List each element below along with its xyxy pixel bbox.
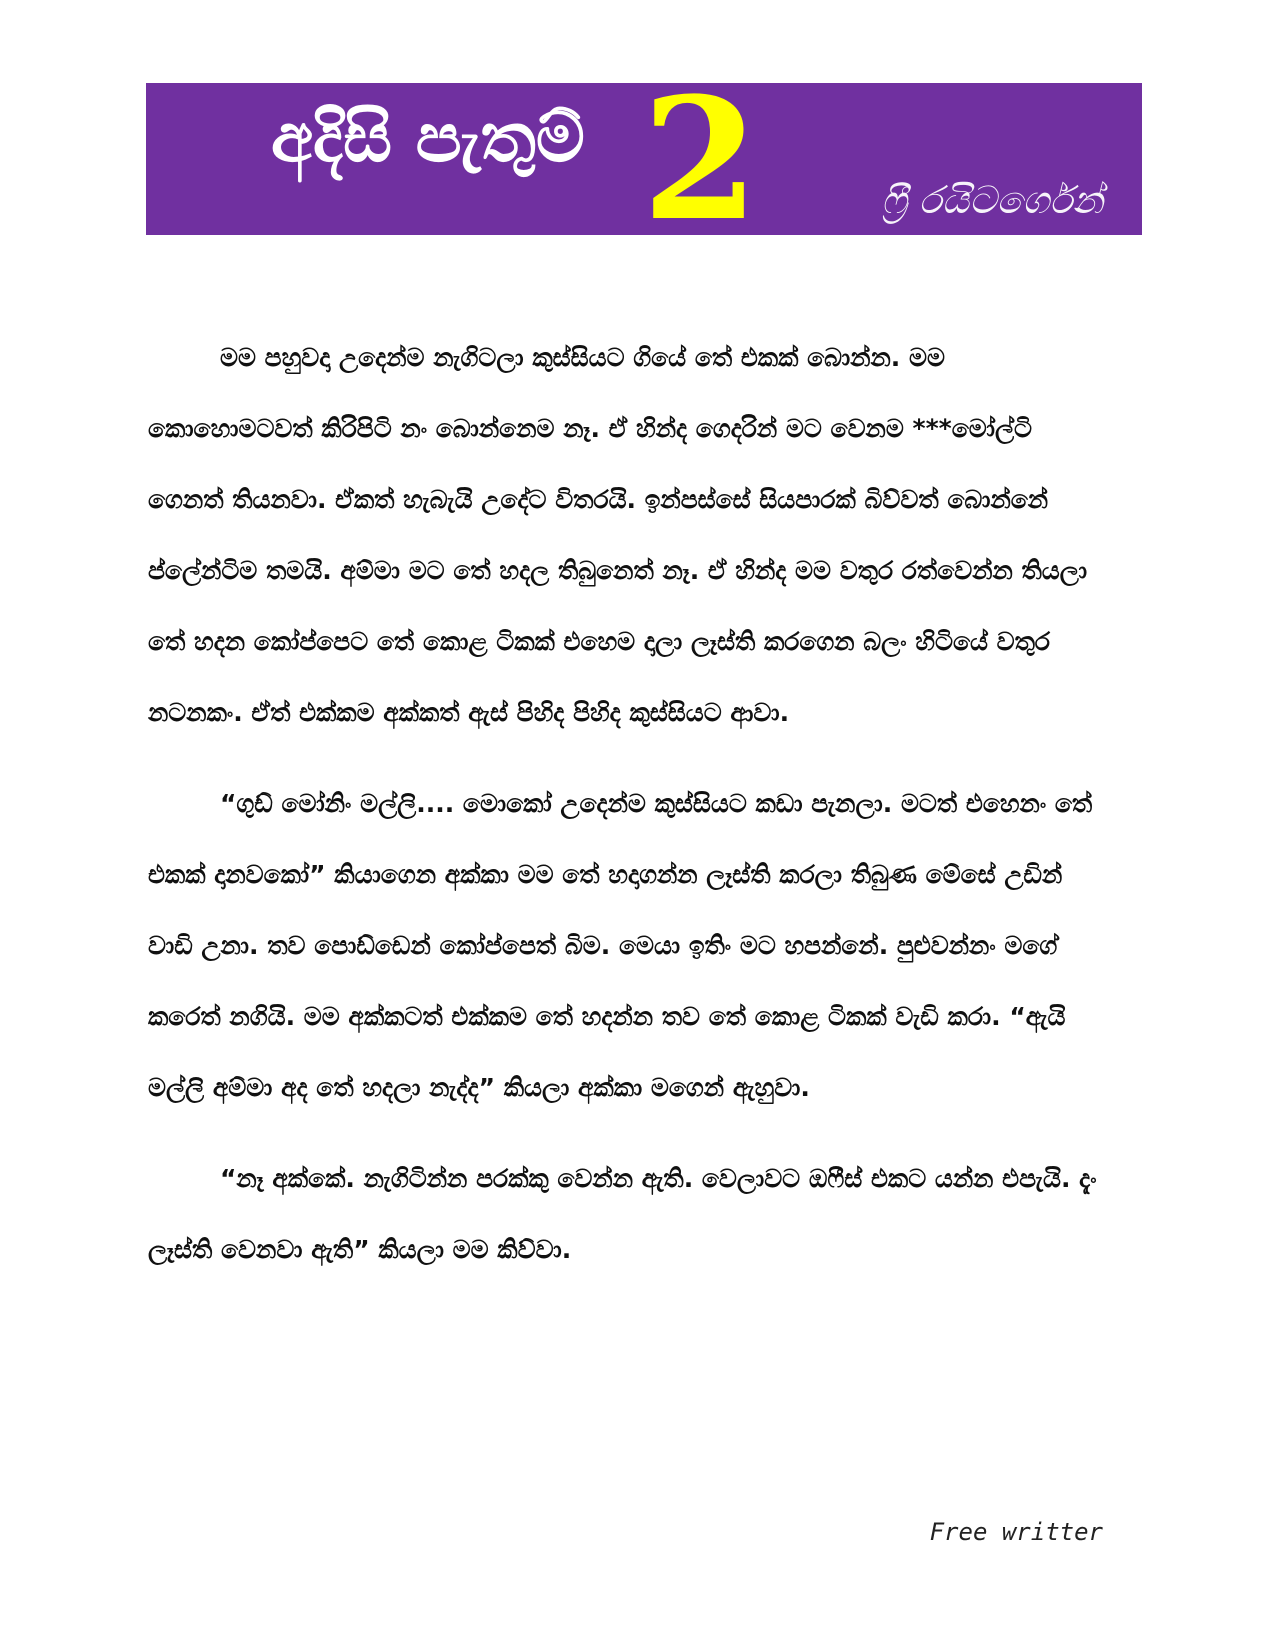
story-paragraph-1: මම පහුවදා උදෙන්ම නැගිටලා කුස්සියට ගියේ තේ එකක් බොන්න. මම කොහොමටවත් කිරිපිටි නං බොන්නෙම නෑ. ඒ හින්ද ගෙදරින් මට වෙනම ***මෝල්ටි ගෙනත් තියනවා. ඒකත් හැබැයි උදේට විතරයි. ඉන්පස්සේ සියපාරක් බිව්වත් බොන්නේ ප්ලේන්ටිම තමයි. අම්මා මට තේ හදල තිබුනෙත් නෑ. ඒ හින්ද මම වතුර රත්වෙන්න තියලා තේ හදන කෝප්පෙට තේ කොළ ටිකක් එහෙම දාලා ලෑස්ති කරගෙන බලං හිටියේ වතුර නටනකං. ඒත් එක්කම අක්කත් ඇස් පිහිද පිහිද කුස්සියට ආවා.: [148, 343, 1088, 727]
story-paragraph-3: “නෑ අක්කේ. නැගිටින්න පරක්කු වෙන්න ඇති. වෙලාවට ඔෆීස් එකට යන්න එපැයි. දැං ලෑස්ති වෙනවා ඇති” කියලා මම කිව්වා.: [148, 1164, 1097, 1264]
part-number: 2: [642, 60, 759, 258]
story-paragraph-2: “ගුඩ් මෝනිං මල්ලි.... මොකෝ උදෙන්ම කුස්සියට කඩා පැනලා. මටත් එහෙනං තේ එකක් දානවකෝ” කියාගෙන අක්කා මම තේ හදාගන්න ලෑස්ති කරලා තිබුණ මේසේ උඩින් වාඩි උනා. තව පොඩ්ඩෙන් කෝප්පෙත් බිම. මෙයා ඉතිං මට හපන්නේ. පුළුවන්නං මගේ කරෙත් නගියි. මම අක්කටත් එක්කම තේ හදන්න තව තේ කොළ ටිකක් වැඩි කරා. “ඇයි මල්ලි අම්මා අද තේ හදලා නැද්ද” කියලා අක්කා මගෙන් ඇහුවා.: [148, 789, 1093, 1102]
story-body: [148, 322, 1108, 1285]
footer-credit: Free writter: [929, 1518, 1103, 1546]
title-banner: [146, 60, 1142, 258]
author-signature: ෆ්‍රී රයිටර්ගෙන්: [881, 178, 1104, 222]
story-title: අදිසි පැතුම්: [271, 99, 585, 178]
